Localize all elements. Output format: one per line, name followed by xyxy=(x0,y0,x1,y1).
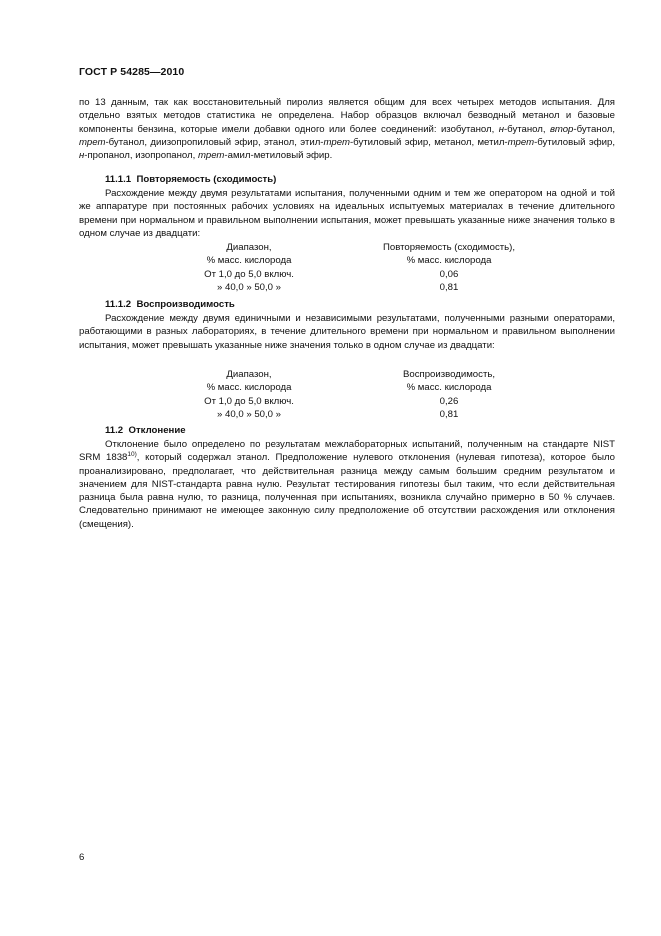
table-header-row xyxy=(79,241,615,254)
value-cell: 0,81 xyxy=(439,408,459,420)
reproducibility-text: Расхождение между двумя единичными и независимыми результатами, полученными разными операторами, работающими в разных лабораториях, в течение длительного времени при нормальном и правильном выполнении испытания, может превышать указанные ниже значения только в одном случае из двадцати: xyxy=(79,313,615,351)
table-header-row xyxy=(79,368,615,381)
repeatability-table xyxy=(79,241,615,294)
value-cell: 0,81 xyxy=(439,281,459,293)
column-header: % масс. кислорода xyxy=(206,382,292,394)
section-title: Воспроизводимость xyxy=(136,299,235,310)
column-header: % масс. кислорода xyxy=(406,382,492,394)
bias-text: Отклонение было определено по результатам межлабораторных испытаний, полученным на стандарте NIST SRM 1838$^{10)}$, который содержал этанол. Предположение нулевого отклонения (нулевая гипотеза), которое было проанализировано, предполагает, что действительная разница между самым большим средним результатом и значением для NIST-стандарта равна нулю. Результат тестирования гипотезы был таким, что если действительная разница была равна нулю, то разница, полученная при испытаниях, возникла случайно примерно в 50 % случаев. Следовательно принимают не имеющее законную силу предположение об отсутствии расхождения или отклонения (смещения). xyxy=(79,439,616,530)
value-cell: 0,26 xyxy=(439,395,459,407)
range-cell: » 40,0 » 50,0 » xyxy=(216,281,281,293)
section-heading-reproducibility xyxy=(105,299,235,310)
table-row xyxy=(79,268,615,281)
column-header: Диапазон, xyxy=(226,242,272,253)
section-heading-bias xyxy=(105,425,186,436)
table-row xyxy=(79,408,615,421)
intro-text: по 13 данным, так как восстановительный пиролиз является общим для всех четырех методов испытания. Для отдельно взятых методов статистика не определена. Набор образцов включал безводный метанол и базовые компоненты бензина, которые имели добавки одного или более соединений: изобутанол, н-бутанол, втор-бутанол, трет-бутанол, диизопропиловый эфир, этанол, этил-трет-бутиловый эфир, метанол, метил-трет-бутиловый эфир, н-пропанол, изопропанол, трет-амил-метиловый эфир. xyxy=(79,97,615,162)
range-cell: От 1,0 до 5,0 включ. xyxy=(204,268,294,280)
column-header: % масс. кислорода xyxy=(406,255,492,267)
bias-paragraph xyxy=(79,438,615,531)
reproducibility-table xyxy=(79,368,615,421)
page-number: 6 xyxy=(79,852,85,863)
table-row xyxy=(79,281,615,294)
reproducibility-paragraph xyxy=(79,312,615,352)
repeatability-paragraph xyxy=(79,187,615,240)
section-title: Повторяемость (сходимость) xyxy=(136,174,277,185)
intro-paragraph xyxy=(79,96,615,162)
section-number: 11.1.2 xyxy=(105,299,132,310)
document-header: ГОСТ Р 54285—2010 xyxy=(79,66,185,78)
table-header-row xyxy=(79,381,615,394)
column-header: Воспроизводимость, xyxy=(402,369,495,380)
table-row xyxy=(79,395,615,408)
section-number: 11.2 xyxy=(105,425,124,436)
table-header-row xyxy=(79,254,615,267)
range-cell: От 1,0 до 5,0 включ. xyxy=(204,395,294,407)
column-header: Диапазон, xyxy=(226,369,272,380)
section-heading-repeatability xyxy=(105,174,276,185)
section-title: Отклонение xyxy=(128,425,186,436)
value-cell: 0,06 xyxy=(439,268,459,280)
column-header: Повторяемость (сходимость), xyxy=(382,242,516,253)
column-header: % масс. кислорода xyxy=(206,255,292,267)
range-cell: » 40,0 » 50,0 » xyxy=(216,408,281,420)
section-number: 11.1.1 xyxy=(105,174,132,185)
repeatability-text: Расхождение между двумя результатами испытания, полученными одним и тем же оператором на одной и той же аппаратуре при постоянных рабочих условиях на идеальных испытуемых материалах в течение длительного времени при нормальном и правильном выполнении испытания, может превышать указанные ниже значения только в одном случае из двадцати: xyxy=(79,188,615,239)
